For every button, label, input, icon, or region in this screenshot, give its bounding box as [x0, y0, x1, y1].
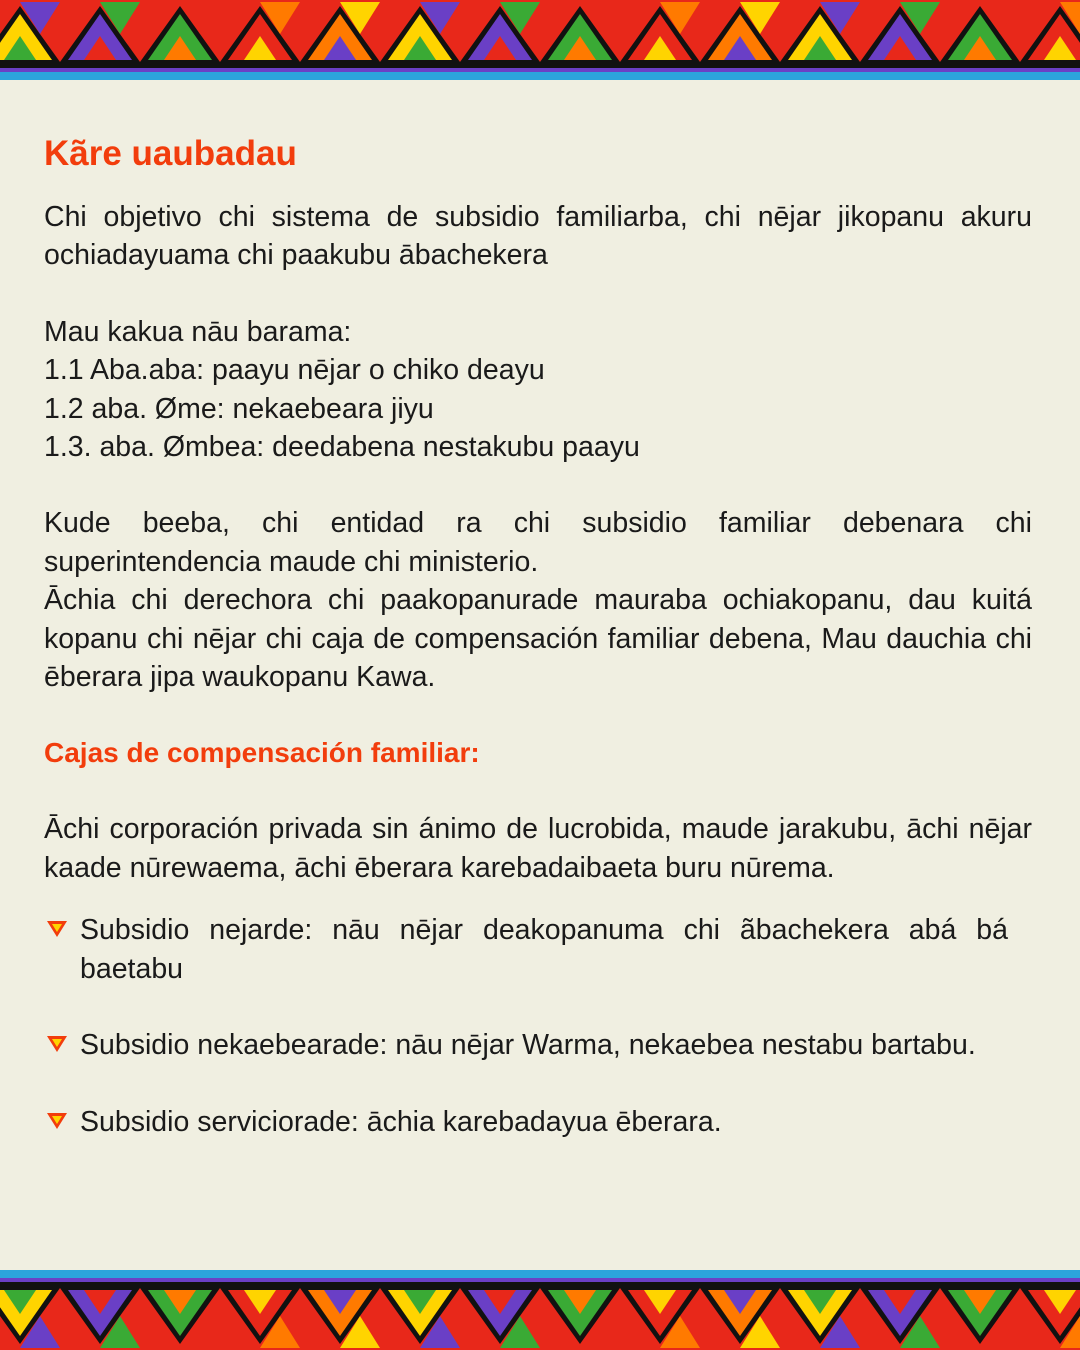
border-stripe: [0, 1278, 1080, 1282]
border-stripe: [0, 72, 1080, 80]
bottom-decorative-border: [0, 1270, 1080, 1350]
intro-paragraph: Chi objetivo chi sistema de subsidio familiarba, chi nējar jikopanu akuru ochiadayuama chi paakubu ābachekera: [44, 201, 1032, 272]
border-stripe: [0, 68, 1080, 72]
bullet-item: [44, 1026, 1008, 1064]
list-item: 1.3. aba. Ømbea: deedabena nestakubu paayu: [44, 431, 640, 464]
triangle-down-icon: [46, 1112, 68, 1130]
bullet-text: Subsidio serviciorade: āchia karebadayua ēberara.: [80, 1105, 722, 1138]
page-title: Kãre uaubadau: [44, 134, 297, 173]
border-stripe: [0, 1282, 1080, 1288]
list-heading: Mau kakua nāu barama:: [44, 315, 352, 348]
paragraph-entity: Kude beeba, chi entidad ra chi subsidio familiar debenara chi superintendencia maude chi ministerio.: [44, 507, 1032, 578]
bullet-text: Subsidio nekaebearade: nāu nējar Warma, nekaebea nestabu bartabu.: [80, 1029, 976, 1062]
top-decorative-border: [0, 0, 1080, 80]
bullet-item: [44, 1103, 1008, 1141]
bullet-item: [44, 911, 1008, 988]
triangle-down-icon: [46, 920, 68, 938]
section-paragraph: Āchi corporación privada sin ánimo de lucrobida, maude jarakubu, āchi nējar kaade nūrewaema, āchi ēberara karebadaibaeta buru nūrema.: [44, 813, 1032, 884]
section-title: Cajas de compensación familiar:: [44, 737, 480, 769]
border-stripe: [0, 62, 1080, 68]
list-item: 1.1 Aba.aba: paayu nējar o chiko deayu: [44, 354, 545, 387]
bullet-text: Subsidio nejarde: nāu nējar deakopanuma chi ãbachekera abá bá baetabu: [80, 914, 1008, 985]
bullet-list: [44, 911, 1032, 1141]
border-stripe: [0, 1270, 1080, 1278]
main-content: [44, 128, 1032, 1141]
list-item: 1.2 aba. Øme: nekaebeara jiyu: [44, 392, 434, 425]
paragraph-rights: Āchia chi derechora chi paakopanurade mauraba ochiakopanu, dau kuitá kopanu chi nējar chi caja de compensación familiar debena, Mau dauchia chi ēberara jipa waukopanu Kawa.: [44, 584, 1032, 694]
triangle-down-icon: [46, 1035, 68, 1053]
